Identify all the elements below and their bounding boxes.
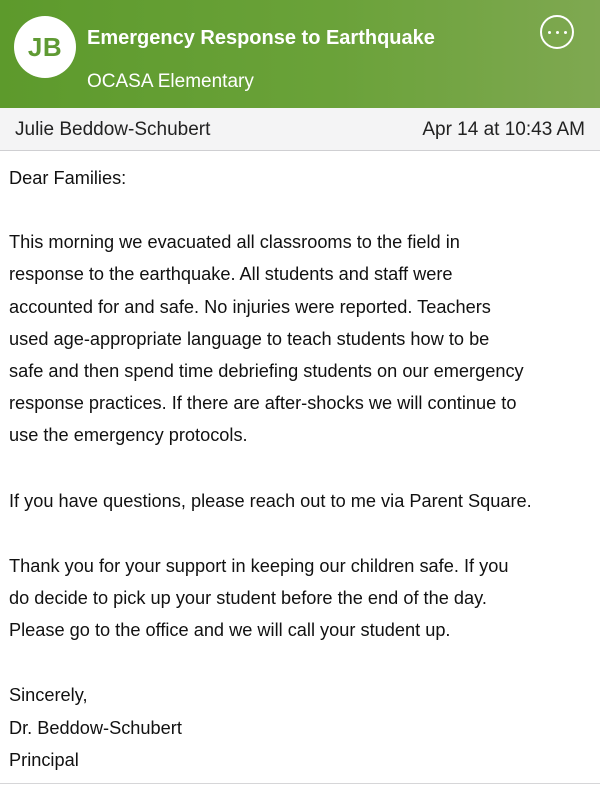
dot <box>548 31 551 34</box>
divider <box>0 783 600 784</box>
signature-title: Principal <box>9 749 79 770</box>
sender-name[interactable]: Julie Beddow-Schubert <box>15 119 211 140</box>
paragraph-pickup: Thank you for your support in keeping our children safe. If you do decide to pick up your student before the end of the day. Please go to the office and we will call your student up. <box>9 555 509 641</box>
spacer <box>9 194 594 226</box>
message-meta-bar <box>0 108 600 151</box>
signature-name: Dr. Beddow-Schubert <box>9 717 182 738</box>
more-options-icon[interactable] <box>540 15 574 49</box>
spacer <box>9 452 594 485</box>
school-name: OCASA Elementary <box>87 71 254 92</box>
sender-avatar: JB <box>14 16 76 78</box>
paragraph-questions: If you have questions, please reach out to me via Parent Square. <box>9 490 532 511</box>
message-header <box>0 0 600 108</box>
greeting: Dear Families: <box>9 168 127 188</box>
dot <box>564 31 567 34</box>
spacer <box>9 646 594 679</box>
message-title: Emergency Response to Earthquake <box>87 27 435 49</box>
paragraph-evacuation: This morning we evacuated all classrooms to the field in response to the earthquake. All students and staff were accounted for and safe. No injuries were reported. Teachers used age-appropriate language to teach students how to be safe and then spend time debriefing students on our emergency response practices. If there are after-shocks we will continue to use the emergency protocols. <box>9 232 524 446</box>
dot <box>556 31 559 34</box>
message-body <box>9 162 594 776</box>
message-timestamp: Apr 14 at 10:43 AM <box>422 119 585 140</box>
closing: Sincerely, <box>9 685 88 706</box>
spacer <box>9 517 594 550</box>
